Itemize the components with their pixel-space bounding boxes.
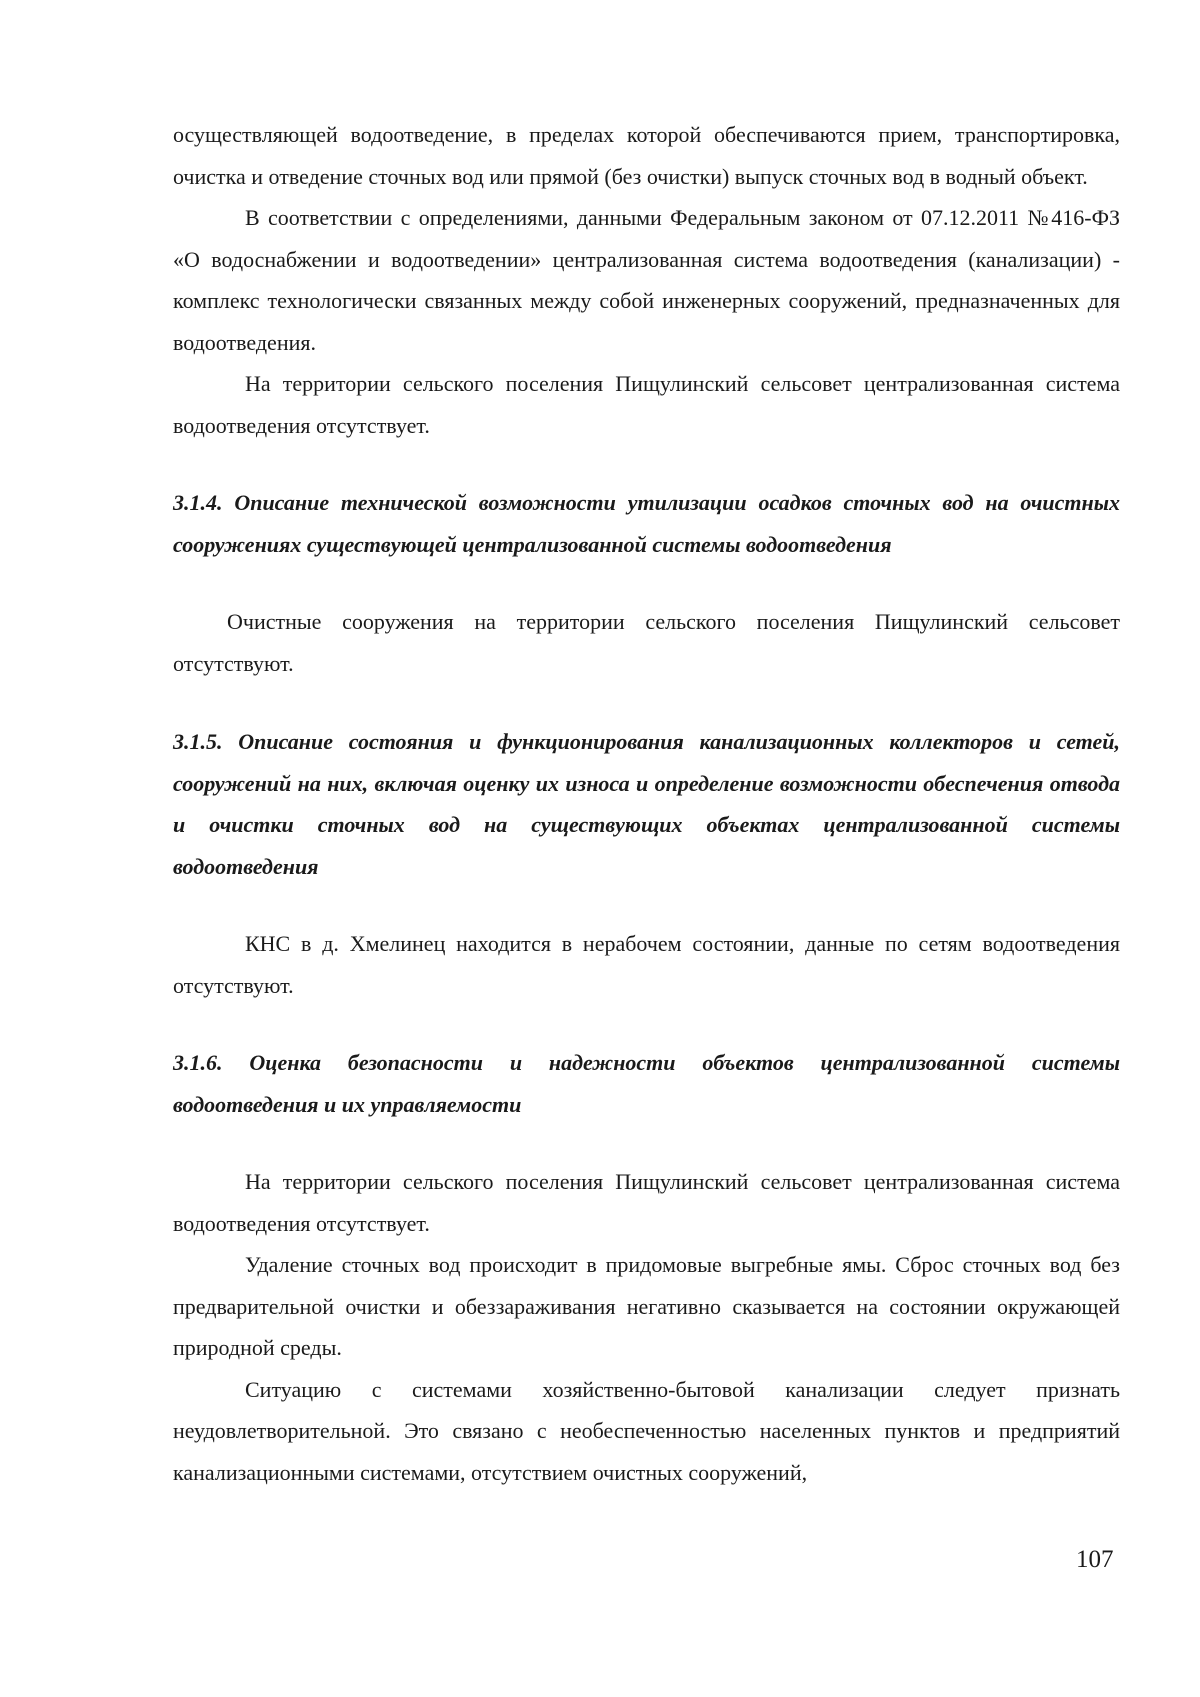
paragraph-no-central-system: На территории сельского поселения Пищулинский сельсовет централизованная система водоотведения отсутствует. <box>173 371 1120 438</box>
spacer <box>173 1006 1120 1042</box>
paragraph-law-definition: В соответствии с определениями, данными Федеральным законом от 07.12.2011 №416-ФЗ «О водоснабжении и водоотведении» централизованная система водоотведения (канализации) - комплекс технологически связанных между собой инженерных сооружений, предназначенных для водоотведения. <box>173 205 1120 355</box>
section-heading-3-1-4: 3.1.4. Описание технической возможности утилизации осадков сточных вод на очистных сооружениях существующей централизованной системы водоотведения <box>173 490 1120 557</box>
section-heading-3-1-6: 3.1.6. Оценка безопасности и надежности объектов централизованной системы водоотведения и их управляемости <box>173 1050 1120 1117</box>
paragraph-pumping-station: КНС в д. Хмелинец находится в нерабочем состоянии, данные по сетям водоотведения отсутствуют. <box>173 931 1120 998</box>
paragraph-unsatisfactory-situation: Ситуацию с системами хозяйственно-бытовой канализации следует признать неудовлетворительной. Это связано с необеспеченностью населенных пунктов и предприятий канализационными системами, отсутствием очистных сооружений, <box>173 1376 1120 1485</box>
spacer <box>173 887 1120 923</box>
section-heading-3-1-5: 3.1.5. Описание состояния и функционирования канализационных коллекторов и сетей, сооружений на них, включая оценку их износа и определение возможности обеспечения отвода и очистки сточных вод на существующих объектах централизованной системы водоотведения <box>173 729 1120 879</box>
page-number: 107 <box>1076 1546 1114 1573</box>
paragraph-definition-end: осуществляющей водоотведение, в пределах которой обеспечиваются прием, транспортировка, очистка и отведение сточных вод или прямой (без очистки) выпуск сточных вод в водный объект. <box>173 122 1120 189</box>
spacer <box>173 446 1120 482</box>
spacer <box>173 565 1120 601</box>
paragraph-no-treatment-plants: Очистные сооружения на территории сельского поселения Пищулинский сельсовет отсутствуют. <box>173 609 1120 676</box>
spacer <box>173 1125 1120 1161</box>
spacer <box>173 684 1120 721</box>
paragraph-cesspits: Удаление сточных вод происходит в придомовые выгребные ямы. Сброс сточных вод без предварительной очистки и обеззараживания негативно сказывается на состоянии окружающей природной среды. <box>173 1252 1120 1360</box>
page-body <box>173 114 1120 1493</box>
paragraph-no-central-system-repeat: На территории сельского поселения Пищулинский сельсовет централизованная система водоотведения отсутствует. <box>173 1169 1120 1236</box>
